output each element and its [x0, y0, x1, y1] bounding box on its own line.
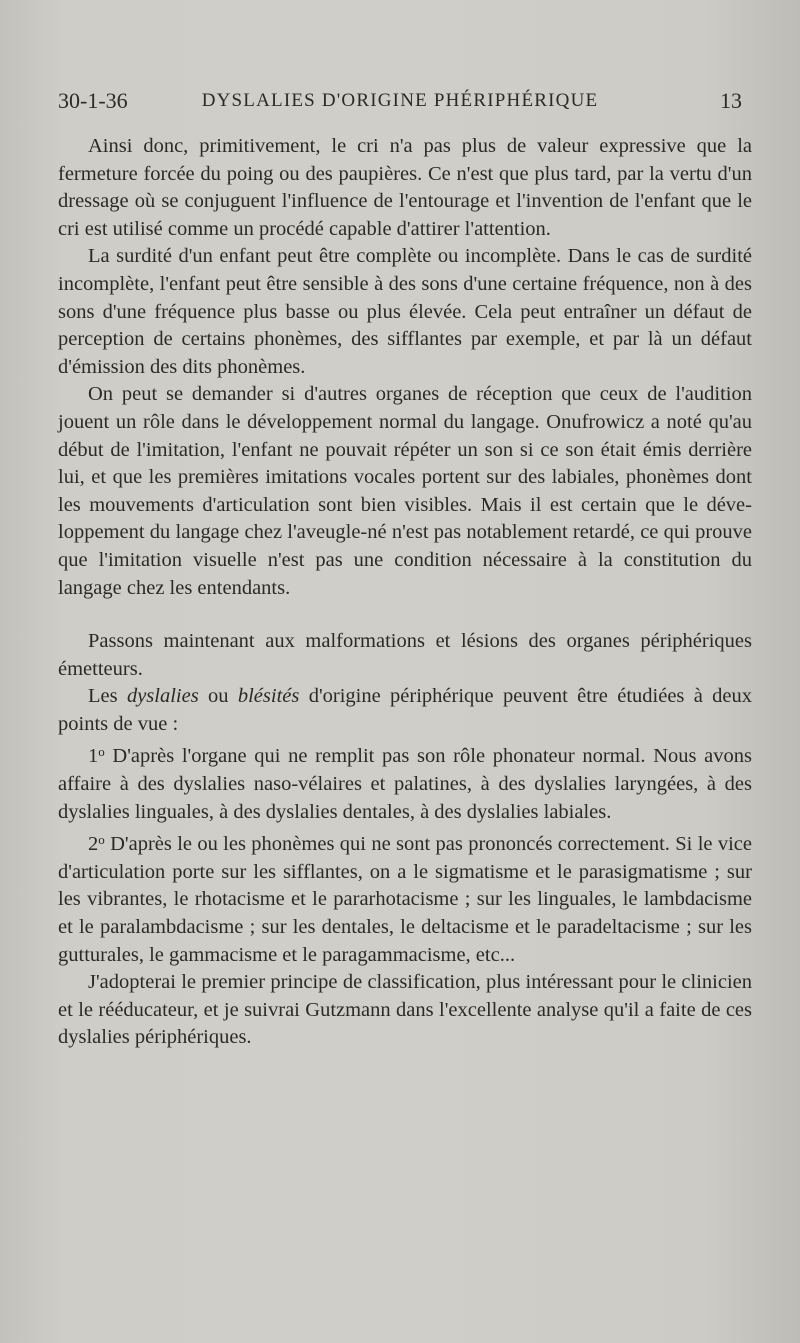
item-2-ordinal: o [98, 832, 105, 848]
term-blesites: blésités [237, 685, 300, 708]
paragraph-8: J'adopterai le premier principe de classification, plus intéressant pour le clinicien et le rééducateur, et je suivrai Gutzmann dans l'excellente analyse qu'il a faite de ces dyslalies périphériques. [58, 971, 752, 1049]
item-2-text: D'après le ou les phonèmes qui ne sont pas prononcés correctement. Si le vice d'articulation porte sur les sifflantes, on a le sigmatisme et le parasigmatisme ; sur les vibrantes, le rhotacisme et le pararhotacisme ; sur les linguales, le lambdacisme et le paralambdacisme ; sur les dentales, le deltacisme et le paradeltacisme ; sur les gutturales, le gammacisme et le paragammacisme, etc... [58, 833, 752, 966]
paragraph-7 [58, 826, 752, 969]
paragraph-3: On peut se demander si d'autres organes de réception que ceux de l'audition jouent un rôle dans le développement normal du langage. Onufrowicz a noté qu'au début de l'imitation, l'enfant ne pouvait répéter un son si ce son était émis derrière lui, et que les premières imitations vocales portent sur des labiales, phonèmes dont les mouvements d'articulation sont bien visibles. Mais il est certain que le développement du langage chez l'aveugle-né n'est pas notablement retardé, ce qui prouve que l'imitation visuelle n'est pas une condition nécessaire à la constitution du langage chez les entendants. [58, 383, 752, 599]
paragraph-5 [58, 683, 752, 738]
term-dyslalies: dyslalies [126, 685, 199, 708]
header-title: DYSLALIES D'ORIGINE PHÉRIPHÉRIQUE [201, 90, 599, 111]
item-1-ordinal: o [98, 744, 105, 760]
page-number: 13 [720, 88, 742, 113]
item-1-text: D'après l'organe qui ne remplit pas son rôle phonateur normal. Nous avons affaire à des dyslalies naso-vélaires et palatines, à des dyslalies laryngées, à des dyslalies linguales, à des dyslalies dentales, à des dyslalies labiales. [58, 745, 752, 823]
running-header [58, 88, 742, 118]
paragraph-2: La surdité d'un enfant peut être complète ou incomplète. Dans le cas de surdité incomplète, l'enfant peut être sensible à des sons d'une certaine fréquence, non à des sons d'une fréquence plus basse ou plus élevée. Cela peut entraîner un défaut de perception de certains phonèmes, des sifflantes par exemple, et par là un défaut d'émission des dits phonèmes. [58, 245, 752, 378]
paragraph-1: Ainsi donc, primitivement, le cri n'a pas plus de valeur expressive que la fermeture forcée du poing ou des paupières. Ce n'est que plus tard, par la vertu d'un dressage où se conjuguent l'influence de l'entourage et l'invention de l'enfant que le cri est utilisé comme un procédé capable d'attirer l'attention. [58, 135, 752, 240]
page-body [58, 133, 752, 1052]
paragraph-6 [58, 738, 752, 826]
paragraph-5-mid: ou [198, 685, 238, 708]
paragraph-5-before: Les [88, 685, 127, 708]
paragraph-4: Passons maintenant aux malformations et lésions des organes périphériques émetteurs. [58, 630, 752, 680]
item-2-number: 2 [88, 833, 99, 856]
paragraph-5-after: d'origine périphérique peuvent être étudiées à deux points de vue : [58, 685, 753, 735]
header-reference: 30-1-36 [58, 88, 128, 113]
item-1-number: 1 [88, 745, 99, 768]
